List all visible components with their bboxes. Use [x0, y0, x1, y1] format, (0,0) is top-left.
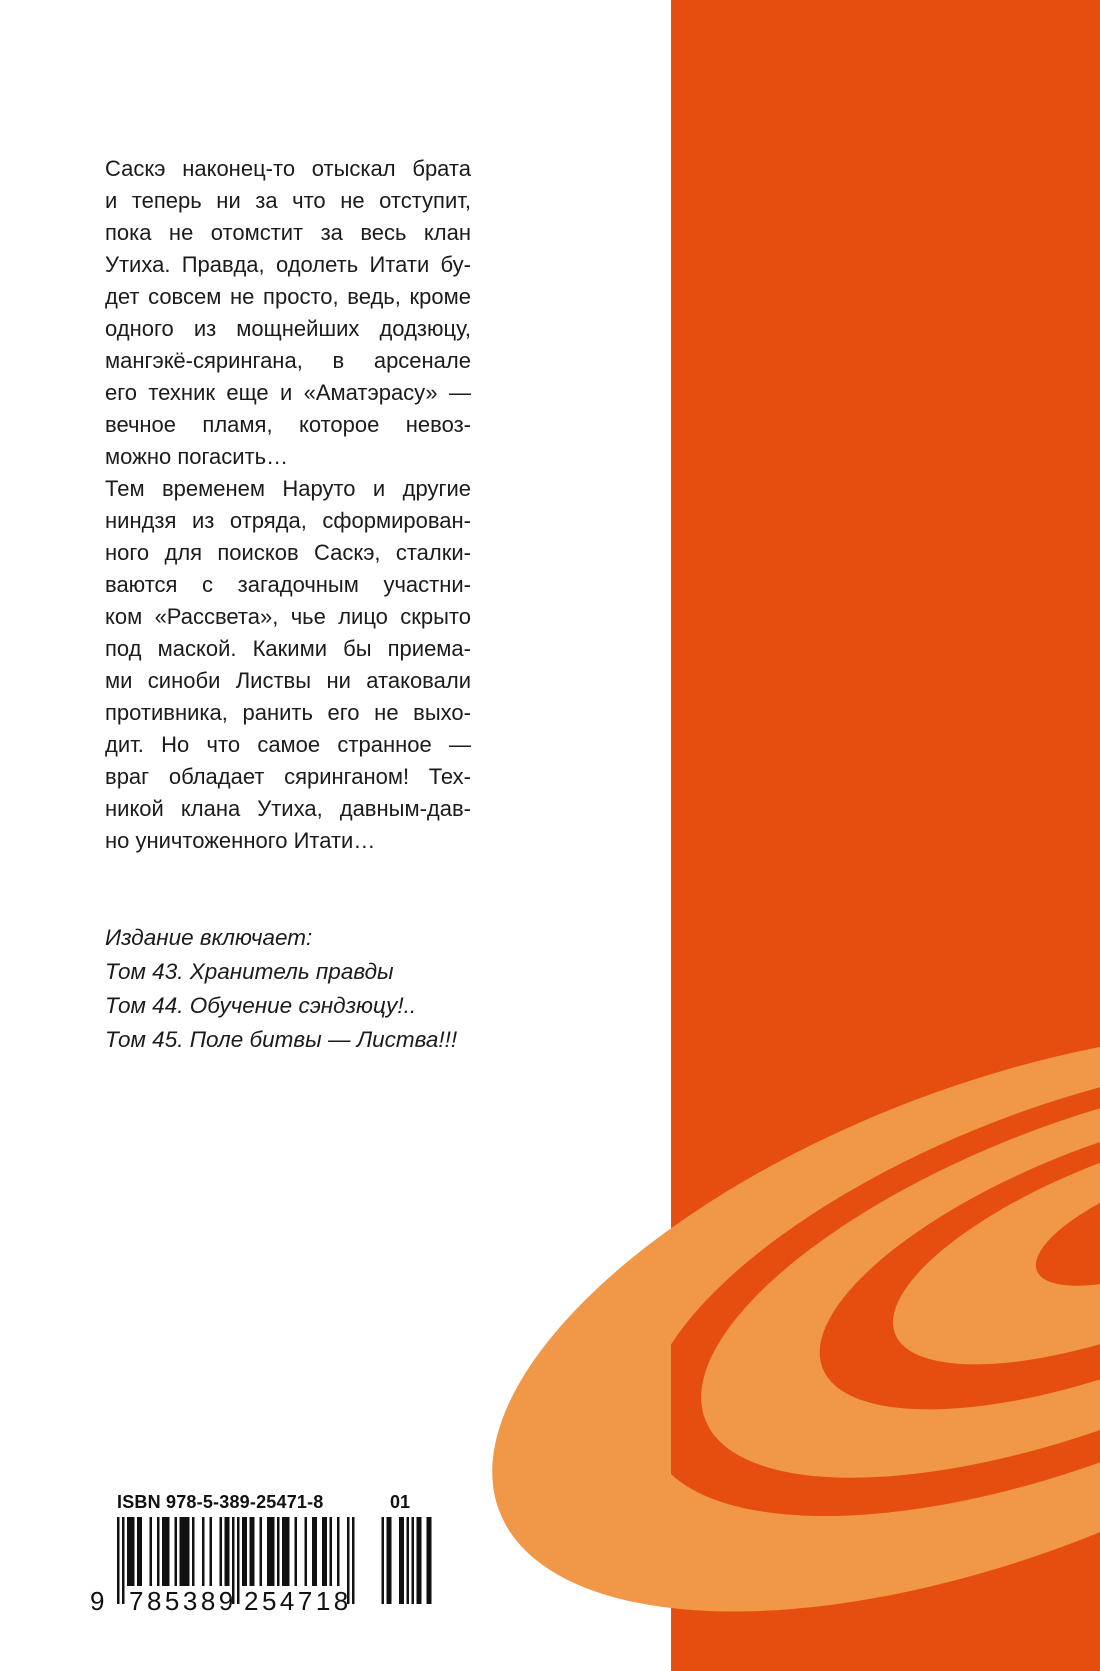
text-line: его техник еще и «Аматэрасу» —	[105, 380, 471, 405]
text-line: но уничтоженного Итати…	[105, 828, 376, 853]
text-line: ниндзя из отряда, сформирован-	[105, 508, 471, 533]
edition-contents	[105, 921, 535, 1057]
ean-first-digit: 9	[90, 1586, 105, 1616]
edition-volume-44: Том 44. Обучение сэндзюцу!..	[105, 993, 417, 1018]
annotation-text	[105, 153, 471, 857]
text-line: дет совсем не просто, ведь, кроме	[105, 284, 471, 309]
text-line: можно погасить…	[105, 444, 289, 469]
text-line: и теперь ни за что не отступит,	[105, 188, 471, 213]
text-line: ми синоби Листвы ни атаковали	[105, 668, 471, 693]
text-line: дит. Но что самое странное —	[105, 732, 471, 757]
annotation-paragraph-1	[105, 153, 471, 473]
text-line: ваются с загадочным участни-	[105, 572, 471, 597]
text-line: одного из мощнейших додзюцу,	[105, 316, 471, 341]
edition-volume-43: Том 43. Хранитель правды	[105, 959, 394, 984]
text-line: под маской. Какими бы приема-	[105, 636, 471, 661]
text-line: ком «Рассвета», чье лицо скрыто	[105, 604, 471, 629]
text-line: ного для поисков Саскэ, сталки-	[105, 540, 471, 565]
text-line: мангэкё-сярингана, в арсенале	[105, 348, 471, 373]
edition-heading: Издание включает:	[105, 925, 313, 950]
ean2-addon-barcode	[379, 1517, 432, 1606]
text-line: вечное пламя, которое невоз-	[105, 412, 471, 437]
text-line: пока не отомстит за весь клан	[105, 220, 471, 245]
ean-digit-group-1: 785389	[129, 1586, 237, 1616]
text-line: Тем временем Наруто и другие	[105, 476, 471, 501]
text-line: Саскэ наконец-то отыскал брата	[105, 156, 471, 181]
barcode-addon-label: 01	[390, 1492, 411, 1512]
text-line: Утиха. Правда, одолеть Итати бу-	[105, 252, 471, 277]
isbn-label: ISBN 978-5-389-25471-8	[117, 1492, 324, 1512]
text-line: враг обладает сяринганом! Тех-	[105, 764, 471, 789]
edition-volume-45: Том 45. Поле битвы — Листва!!!	[105, 1027, 458, 1052]
ean-digit-group-2: 254718	[244, 1586, 352, 1616]
annotation-paragraph-2	[105, 473, 471, 857]
text-line: противника, ранить его не выхо-	[105, 700, 471, 725]
text-line: никой клана Утиха, давным-дав-	[105, 796, 471, 821]
isbn-zone	[90, 1492, 450, 1632]
